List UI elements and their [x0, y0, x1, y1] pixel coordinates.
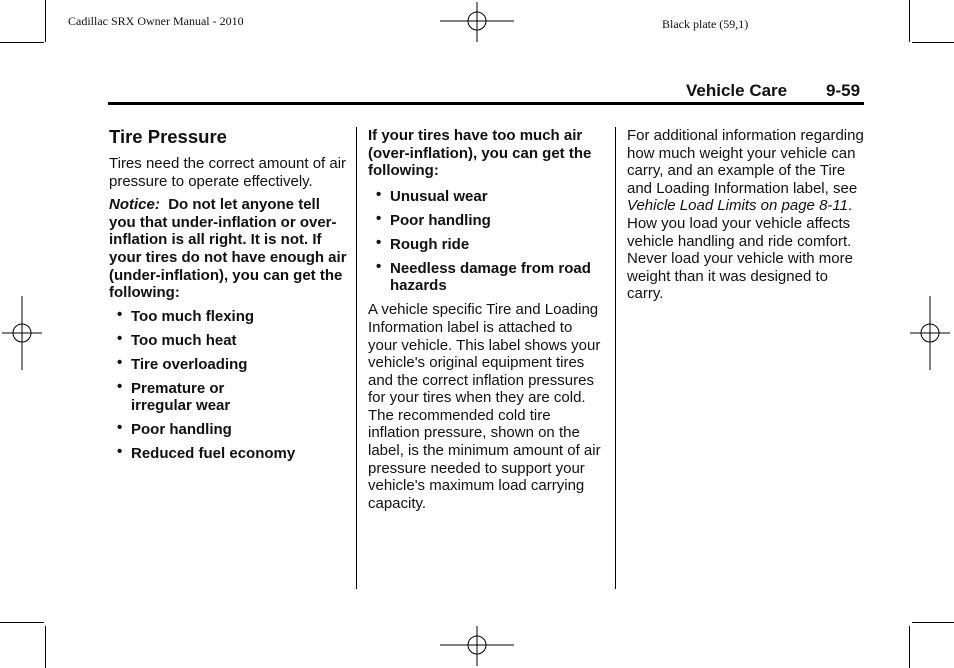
list-item: • Poor handling [376, 209, 491, 229]
crop-mark [45, 0, 46, 42]
list-item: • Too much flexing [117, 305, 255, 325]
registration-mark-icon [2, 296, 42, 370]
underinflation-list [109, 305, 349, 463]
document-title: Cadillac SRX Owner Manual - 2010 [68, 14, 244, 28]
bullet-icon: • [376, 257, 382, 275]
list-item: • Rough ride [376, 233, 470, 253]
overinflation-list [368, 185, 604, 295]
column-2 [368, 127, 604, 518]
bullet-icon: • [376, 185, 382, 203]
page-number: 9-59 [826, 81, 861, 100]
overinflation-lead: If your tires have too much air (over-inflation), you can get the following: [368, 127, 592, 180]
cross-reference-link[interactable]: Vehicle Load Limits on page 8-11 [627, 197, 848, 215]
bullet-icon: • [117, 419, 123, 437]
list-item: • Premature or irregular wear [117, 377, 231, 415]
crop-mark [909, 0, 910, 42]
section-heading: Tire Pressure [109, 126, 227, 147]
registration-mark-icon [910, 296, 950, 370]
bullet-icon: • [117, 329, 123, 347]
crop-mark [912, 42, 954, 43]
section-name: Vehicle Care [686, 81, 788, 100]
plate-label: Black plate (59,1) [662, 17, 749, 31]
crop-mark [912, 622, 954, 623]
notice-label: Notice: [109, 196, 160, 214]
bullet-icon: • [117, 443, 123, 461]
list-item: • Too much heat [117, 329, 237, 349]
bullet-icon: • [376, 233, 382, 251]
additional-info-paragraph: For additional information regarding how much weight your vehicle can carry, and an example of the Tire and Loading Information label, see Vehicle Load Limits on page 8-11. How you load your vehicle affects vehicle handling and ride comfort. Never load your vehicle with more weight than it was designed to carry. [627, 127, 864, 303]
bullet-icon: • [376, 209, 382, 227]
column-divider [615, 127, 616, 589]
column-divider [356, 127, 357, 589]
column-1 [109, 127, 349, 469]
bullet-icon: • [117, 305, 123, 323]
header-rule [108, 102, 864, 105]
label-paragraph: A vehicle specific Tire and Loading Information label is attached to your vehicle. This label shows your vehicle's original equipment tires and the correct inflation pressures for your tires when they are cold. The recommended cold tire inflation pressure, shown on the label, is the minimum amount of air pressure needed to support your vehicle's maximum load carrying capacity. [368, 301, 601, 512]
crop-mark [0, 622, 44, 623]
notice-paragraph [109, 196, 349, 302]
list-item: • Tire overloading [117, 353, 248, 373]
list-item: • Reduced fuel economy [117, 443, 296, 463]
bullet-icon: • [117, 353, 123, 371]
list-item: • Unusual wear [376, 185, 488, 205]
bullet-icon: • [117, 377, 123, 395]
list-item: • Poor handling [117, 419, 232, 439]
intro-paragraph: Tires need the correct amount of air pressure to operate effectively. [109, 155, 347, 190]
registration-mark-icon [440, 626, 514, 666]
crop-mark [0, 42, 44, 43]
registration-mark-icon [440, 2, 514, 42]
list-item: • Needless damage from road hazards [376, 257, 591, 295]
column-3 [627, 127, 864, 309]
notice-text: Do not let anyone tell you that under-inflation or over-inflation is all right. It is not. If your tires do not have enough air (under-inflation), you can get the following: [109, 196, 347, 302]
crop-mark [909, 626, 910, 668]
crop-mark [45, 626, 46, 668]
